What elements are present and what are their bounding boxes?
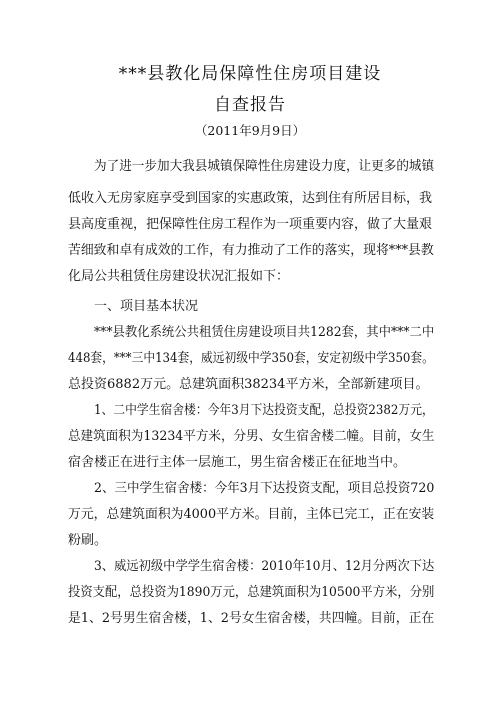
document-title: ***县教化局保障性住房项目建设	[118, 64, 382, 84]
paragraph-line: 3、威远初级中学学生宿舍楼：2010年10月、12月分两次下达	[94, 559, 435, 574]
paragraph-line: 448套，***三中134套，威远初级中学350套，安定初级中学350套。	[68, 351, 434, 366]
paragraph-line: 投资支配，总投资为1890万元，总建筑面积为10500平方米，分别	[68, 585, 435, 600]
paragraph-line: 为了进一步加大我县城镇保障性住房建设力度，让更多的城镇	[94, 159, 435, 174]
paragraph-line: 万元，总建筑面积为4000平方米。目前，主体已完工，正在安装	[68, 507, 435, 522]
document-subtitle: 自查报告	[214, 95, 286, 115]
paragraph-line: 苦细致和卓有成效的工作，有力推动了工作的落实，现将***县教	[68, 243, 434, 258]
paragraph-line: 县高度重视，把保障性住房工程作为一项重要内容，做了大量艰	[68, 217, 433, 232]
paragraph-line: 化局公共租赁住房建设状况汇报如下：	[68, 269, 290, 284]
paragraph-line: 1、二中学生宿舍楼：今年3月下达投资支配，总投资2382万元，	[94, 403, 434, 418]
document-date: （2011年9月9日）	[194, 123, 306, 138]
section-heading: 一、项目基本状况	[94, 299, 199, 314]
paragraph-line: 总投资6882万元。总建筑面积38234平方米，全部新建项目。	[68, 377, 429, 392]
paragraph-line: 宿舍楼正在进行主体一层施工，男生宿舍楼正在征地当中。	[68, 455, 407, 470]
paragraph-line: 2、三中学生宿舍楼：今年3月下达投资支配，项目总投资720	[94, 481, 435, 496]
paragraph-line: 是1、2号男生宿舍楼，1、2号女生宿舍楼，共四幢。目前，正在	[68, 611, 435, 626]
paragraph-line: 总建筑面积为13234平方米，分男、女生宿舍楼二幢。目前，女生	[68, 429, 435, 444]
paragraph-line: 低收入无房家庭享受到国家的实惠政策，达到住有所居目标，我	[68, 191, 433, 206]
paragraph-line: 粉刷。	[68, 533, 108, 548]
paragraph-line: ***县教化系统公共租赁住房建设项目共1282套，其中***二中	[94, 325, 435, 340]
